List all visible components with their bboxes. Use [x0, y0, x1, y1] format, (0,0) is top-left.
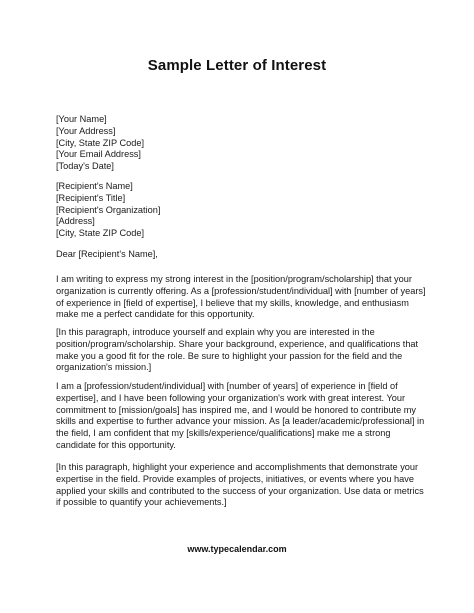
- recipient-organization: [Recipient's Organization]: [56, 204, 161, 215]
- sender-email: [Your Email Address]: [56, 149, 141, 160]
- recipient-name: [Recipient's Name]: [56, 181, 133, 191]
- sender-date: [Today's Date]: [56, 161, 114, 172]
- salutation-text: Dear [Recipient's Name],: [56, 249, 158, 259]
- body-paragraph-1: I am writing to express my strong interest in the [position/program/scholarship] that your organization is currently offering. As a [profession/student/individual] with [number of years] of experience in [field of expertise], I believe that my skills, knowledge, and enthusiasm make me a perfect candidate for this opportunity.: [56, 274, 426, 320]
- footer-website: www.typecalendar.com: [187, 544, 287, 554]
- body-paragraph-4: [In this paragraph, highlight your experience and accomplishments that demonstrate your expertise in the field. Provide examples of projects, initiatives, or events where you have applied your skills and contributed to the success of your organization. Use data or metrics if possible to quantify your achievements.]: [56, 462, 424, 508]
- recipient-city-state-zip: [City, State ZIP Code]: [56, 228, 144, 239]
- recipient-address: [Address]: [56, 216, 95, 227]
- recipient-title: [Recipient's Title]: [56, 192, 126, 203]
- sender-name: [Your Name]: [56, 114, 107, 124]
- sender-city-state-zip: [City, State ZIP Code]: [56, 137, 144, 148]
- sender-address: [Your Address]: [56, 125, 116, 136]
- document-title: Sample Letter of Interest: [147, 57, 327, 74]
- body-paragraph-2: [In this paragraph, introduce yourself and explain why you are interested in the position/program/scholarship. Share your background, experience, and qualifications that make you a good fit for the role. Be sure to highlight your passion for the field and the organization's mission.]: [56, 327, 419, 373]
- sender-address-block: [56, 114, 426, 173]
- recipient-address-block: [56, 181, 426, 240]
- salutation: [56, 249, 426, 261]
- body-paragraph-3: I am a [profession/student/individual] with [number of years] of experience in [field of expertise], and I have been following your organization's work with great interest. Your commitment to [mission/goals] has inspired me, and I would be honored to contribute my skills and expertise to further advance your mission. As [a leader/academic/professional] in the field, I am confident that my [skills/experience/qualifications] make me a strong candidate for this opportunity.: [56, 381, 425, 450]
